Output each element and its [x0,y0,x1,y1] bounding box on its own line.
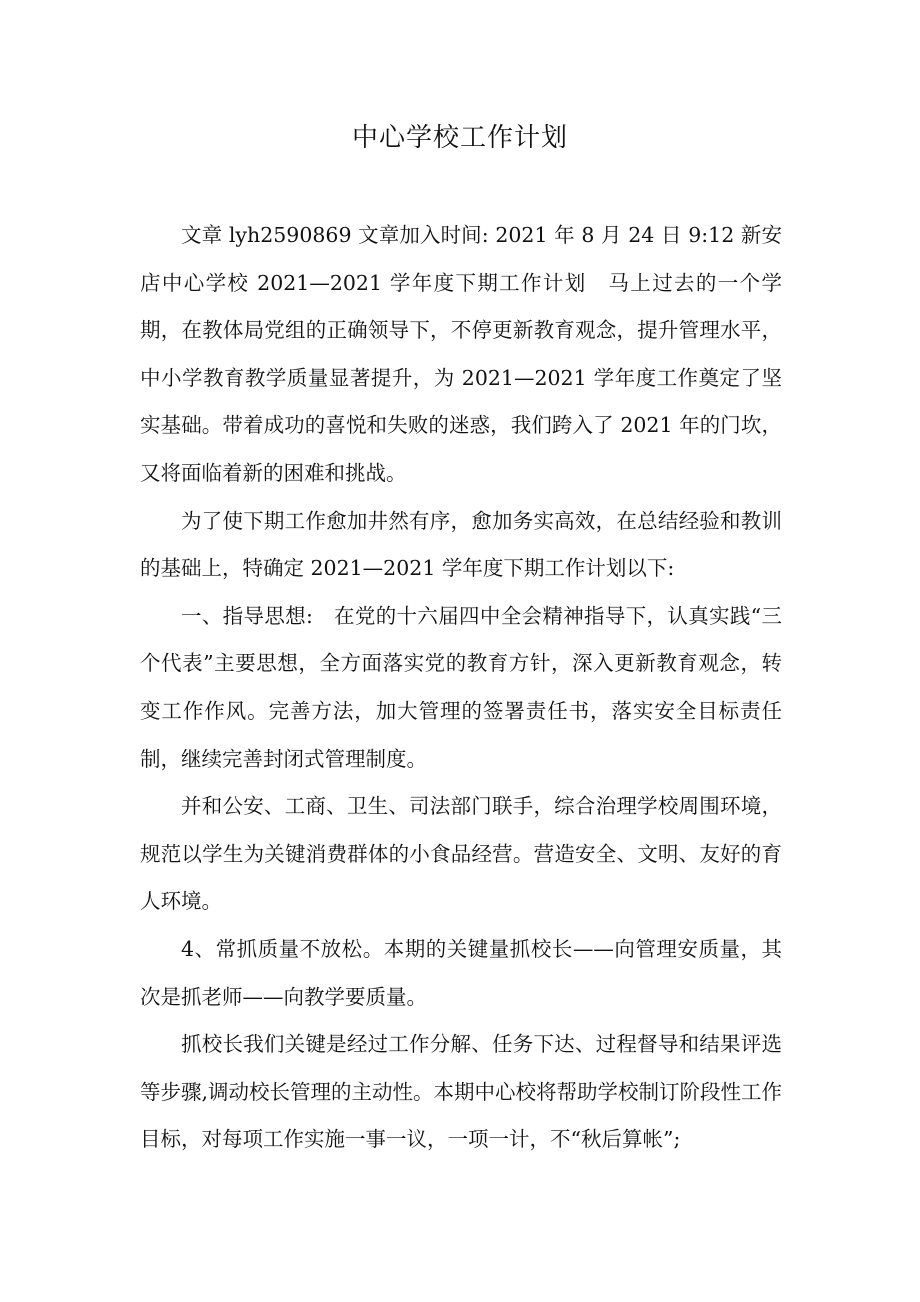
paragraph-quality: 4、常抓质量不放松。本期的关键量抓校长——向管理安质量，其次是抓老师——向教学要质量。 [140,936,782,1009]
paragraph-guiding-ideology: 一、指导思想: 在党的十六届四中全会精神指导下，认真实践“三个代表”主要思想，全方面落实党的教育方针，深入更新教育观念，转变工作作风。完善方法，加大管理的签署责任书，落实安全目标责任制，继续完善封闭式管理制度。 [140,603,782,771]
paragraph-environment: 并和公安、工商、卫生、司法部门联手，综合治理学校周围环境，规范以学生为关键消费群体的小食品经营。营造安全、文明、友好的育人环境。 [140,794,782,914]
paragraph-intro: 文章 lyh2590869 文章加入时间: 2021 年 8 月 24 日 9:12 新安店中心学校 2021—2021 学年度下期工作计划 马上过去的一个学期，在教体局党组的正确领导下，不停更新教育观念，提升管理水平，中小学教育教学质量显著提升，为 2021—2021 学年度工作奠定了坚实基础。带着成功的喜悦和失败的迷惑，我们跨入了 2021 年的门坎，又将面临着新的困难和挑战。 [140,223,782,485]
paragraph-principal-management: 抓校长我们关键是经过工作分解、任务下达、过程督导和结果评选等步骤,调动校长管理的主动性。本期中心校将帮助学校制订阶段性工作目标，对每项工作实施一事一议，一项一计，不“秋后算帐”; [140,1032,783,1152]
document-body [140,212,782,1164]
document-title: 中心学校工作计划 [351,123,568,153]
paragraph-plan-basis: 为了使下期工作愈加井然有序，愈加务实高效，在总结经验和教训的基础上，特确定 2021—2021 学年度下期工作计划以下: [140,508,782,581]
